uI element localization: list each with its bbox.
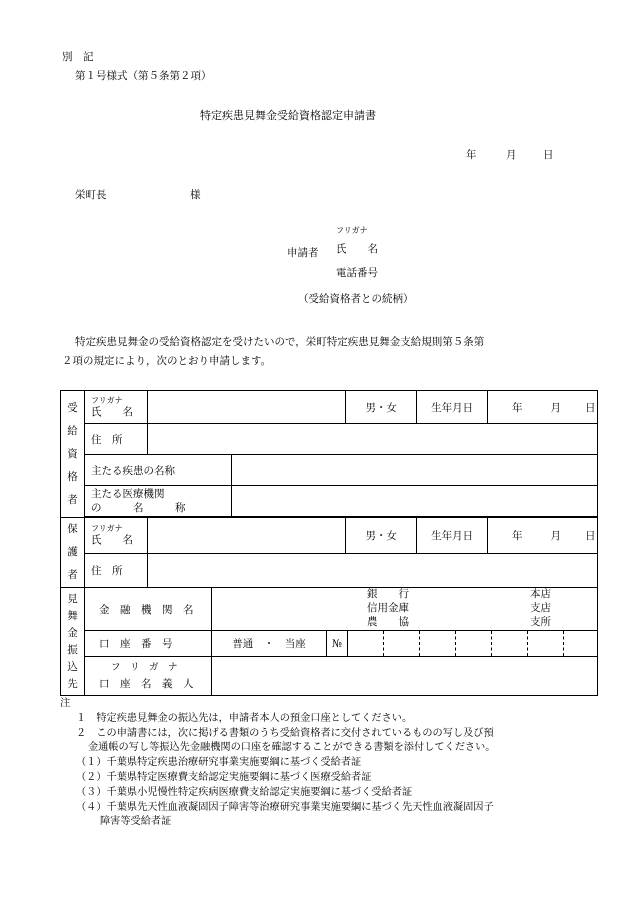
recipient-address-label: 住 所 bbox=[85, 424, 148, 455]
digit-box-6[interactable] bbox=[527, 631, 563, 656]
digit-box-4[interactable] bbox=[455, 631, 491, 656]
notes-section bbox=[60, 697, 496, 830]
recipient-birthdate-label: 生年月日 bbox=[417, 391, 488, 424]
recipient-suffix: 様 bbox=[190, 189, 201, 201]
bank-name-label: 金 融 機 関 名 bbox=[85, 588, 212, 631]
branch-type-branch: 支店 bbox=[530, 602, 551, 614]
applicant-furigana: フリガナ bbox=[336, 226, 368, 235]
intro-line-2: ２項の規定により，次のとおり申請します。 bbox=[62, 355, 272, 367]
bank-type-bank: 銀 行 bbox=[367, 588, 409, 600]
date-month: 月 bbox=[506, 149, 517, 161]
account-number-label: 口 座 番 号 bbox=[85, 631, 212, 657]
digit-box-7[interactable] bbox=[563, 631, 597, 656]
recipient-birthdate-field[interactable]: 年 月 日 bbox=[488, 391, 598, 424]
account-holder-label: フ リ ガ ナ 口 座 名 義 人 bbox=[85, 657, 212, 696]
guardian-address-field[interactable] bbox=[148, 553, 598, 587]
recipient-group-label: 受 給 資 格 者 bbox=[61, 391, 85, 518]
digit-box-1[interactable] bbox=[347, 631, 383, 656]
guardian-name-field[interactable] bbox=[148, 518, 346, 554]
recipient-name: 栄町長 bbox=[75, 189, 107, 201]
note-item: （２）千葉県特定医療費支給認定実施要綱に基づく医療受給者証 bbox=[76, 771, 372, 783]
disease-label: 主たる疾患の名称 bbox=[85, 455, 232, 486]
note-item: （４）千葉県先天性血液凝固因子障害等治療研究事業実施要綱に基づく先天性血液凝固因子 bbox=[76, 801, 494, 813]
guardian-birthdate-label: 生年月日 bbox=[417, 518, 488, 554]
note-item: １ 特定疾患見舞金の振込先は，申請者本人の預金口座としてください。 bbox=[76, 712, 413, 724]
guardian-group-label: 保 護 者 bbox=[61, 518, 85, 588]
notes-heading: 注 bbox=[60, 698, 71, 709]
branch-type-office: 支所 bbox=[530, 616, 551, 628]
recipient-sex[interactable]: 男・女 bbox=[346, 391, 417, 424]
hospital-label: 主たる医療機関 の 名 称 bbox=[85, 486, 232, 517]
branch-type-main: 本店 bbox=[530, 588, 551, 600]
guardian-birthdate-field[interactable]: 年 月 日 bbox=[488, 518, 598, 554]
guardian-name-label: フリガナ 氏 名 bbox=[85, 518, 148, 554]
recipient-name-field[interactable] bbox=[148, 391, 346, 424]
bank-type-nokyo: 農 協 bbox=[367, 616, 409, 628]
digit-box-2[interactable] bbox=[383, 631, 419, 656]
bank-name-field[interactable] bbox=[212, 588, 598, 631]
hospital-field[interactable] bbox=[232, 486, 598, 517]
account-number-field[interactable] bbox=[327, 631, 598, 657]
page-title: 特定疾患見舞金受給資格認定申請書 bbox=[200, 109, 376, 122]
intro-line-1: 特定疾患見舞金の受給資格認定を受けたいので，栄町特定疾患見舞金支給規則第５条第 bbox=[75, 336, 485, 348]
account-holder-field[interactable] bbox=[212, 657, 598, 696]
form-number: 第１号様式（第５条第２項） bbox=[75, 70, 212, 82]
digit-box-3[interactable] bbox=[419, 631, 455, 656]
recipient-name-label: フリガナ 氏 名 bbox=[85, 391, 148, 424]
recipient-address-field[interactable] bbox=[148, 424, 598, 455]
bank-type-shinkin: 信用金庫 bbox=[367, 602, 409, 614]
account-type-selector[interactable]: 普通 ・ 当座 bbox=[212, 631, 327, 657]
digit-box-5[interactable] bbox=[491, 631, 527, 656]
note-item: 障害等受給者証 bbox=[100, 816, 172, 828]
number-mark: № bbox=[332, 637, 342, 650]
date-year: 年 bbox=[466, 149, 477, 161]
applicant-phone-label: 電話番号 bbox=[336, 267, 378, 279]
disease-field[interactable] bbox=[232, 455, 598, 486]
guardian-address-label: 住 所 bbox=[85, 553, 148, 587]
transfer-group-label: 見 舞 金 振 込 先 bbox=[61, 588, 85, 696]
note-item: （１）千葉県特定疾患治療研究事業実施要綱に基づく受給者証 bbox=[76, 757, 362, 769]
applicant-name-label: 氏 名 bbox=[336, 243, 378, 255]
note-item: ２ この申請書には，次に掲げる書類のうち受給資格者に交付されているものの写し及び預 bbox=[76, 727, 494, 739]
applicant-relation-label: （受給資格者との続柄） bbox=[298, 293, 414, 305]
date-day: 日 bbox=[543, 149, 554, 161]
betsuki-label: 別 記 bbox=[62, 51, 94, 63]
note-item: （３）千葉県小児慢性特定疾病医療費支給認定実施要綱に基づく受給者証 bbox=[76, 786, 413, 798]
applicant-label: 申請者 bbox=[287, 247, 319, 259]
note-item: 金通帳の写し等振込先金融機関の口座を確認することができる書類を添付してください。 bbox=[88, 742, 496, 754]
application-form-table bbox=[60, 390, 598, 696]
guardian-sex[interactable]: 男・女 bbox=[346, 518, 417, 554]
